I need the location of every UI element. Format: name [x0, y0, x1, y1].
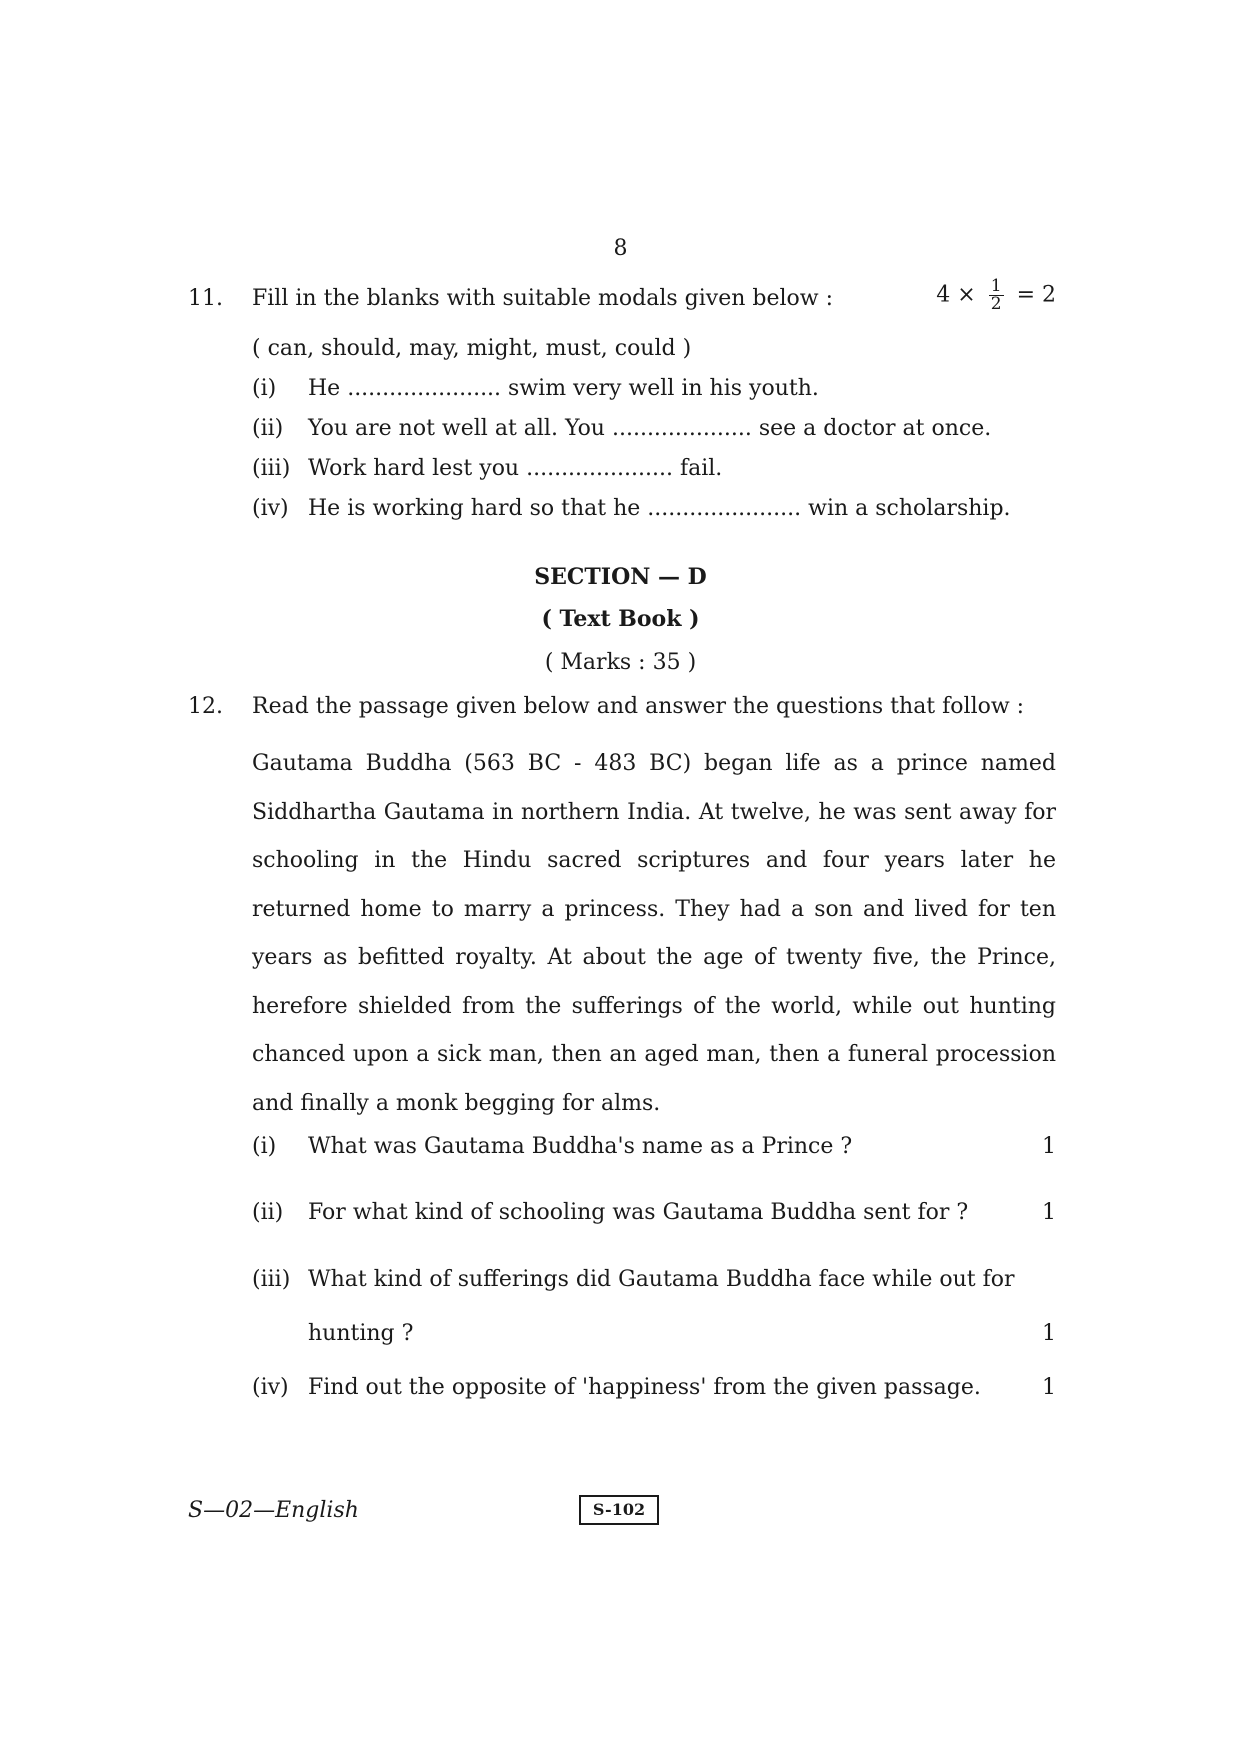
paper-code-box: S-102 — [579, 1495, 659, 1525]
item-label: (i) — [252, 376, 277, 401]
section-marks: ( Marks : 35 ) — [544, 650, 697, 675]
item-text: Work hard lest you ..................... fail. — [308, 456, 723, 481]
item-text: What was Gautama Buddha's name as a Prince ? — [308, 1134, 853, 1159]
item-label: (iv) — [252, 496, 289, 521]
reading-passage: Gautama Buddha (563 BC - 483 BC) began life as a prince named Siddhartha Gautama in northern India. At twelve, he was sent away for schooling in the Hindu sacred scriptures and four years later he returned home to marry a princess. They had a son and lived for ten years as befitted royalty. At about the age of twenty five, the Prince, herefore shielded from the sufferings of the world, while out hunting chanced upon a sick man, then an aged man, then a funeral procession and finally a monk begging for alms. — [252, 751, 1056, 1116]
fraction-numerator: 1 — [990, 276, 1002, 296]
item-label: (iii) — [252, 1267, 291, 1292]
item-label: (iv) — [252, 1375, 289, 1400]
item-text: He ...................... swim very well in his youth. — [308, 376, 819, 401]
item-label: (iii) — [252, 456, 291, 481]
page-number: 8 — [613, 236, 628, 261]
question-number: 11. — [188, 286, 223, 311]
item-text-continued: hunting ? — [308, 1321, 414, 1346]
marks-suffix: = 2 — [1016, 282, 1056, 308]
fraction-half — [989, 278, 1004, 313]
item-label: (ii) — [252, 416, 284, 441]
question-marks — [936, 278, 1056, 313]
item-marks: 1 — [1042, 1375, 1056, 1400]
marks-prefix: 4 × — [936, 282, 976, 308]
item-text: You are not well at all. You .................... see a doctor at once. — [308, 416, 992, 441]
item-marks: 1 — [1042, 1134, 1056, 1159]
item-marks: 1 — [1042, 1200, 1056, 1225]
item-label: (i) — [252, 1134, 277, 1159]
item-text: He is working hard so that he ...................... win a scholarship. — [308, 496, 1011, 521]
question-instruction: Fill in the blanks with suitable modals given below : — [252, 286, 834, 311]
section-title: SECTION — D — [534, 564, 707, 590]
item-text: What kind of sufferings did Gautama Buddha face while out for — [308, 1267, 1015, 1292]
item-marks: 1 — [1042, 1321, 1056, 1346]
footer-subject-code: S—02—English — [188, 1498, 359, 1523]
item-text: For what kind of schooling was Gautama Buddha sent for ? — [308, 1200, 969, 1225]
question-number: 12. — [188, 694, 223, 719]
question-instruction: Read the passage given below and answer the questions that follow : — [252, 694, 1025, 719]
item-label: (ii) — [252, 1200, 284, 1225]
section-subtitle: ( Text Book ) — [541, 606, 700, 632]
item-text: Find out the opposite of 'happiness' from the given passage. — [308, 1375, 981, 1400]
fraction-denominator: 2 — [990, 294, 1002, 314]
modal-options: ( can, should, may, might, must, could ) — [252, 336, 692, 361]
list-item — [252, 1267, 1056, 1347]
